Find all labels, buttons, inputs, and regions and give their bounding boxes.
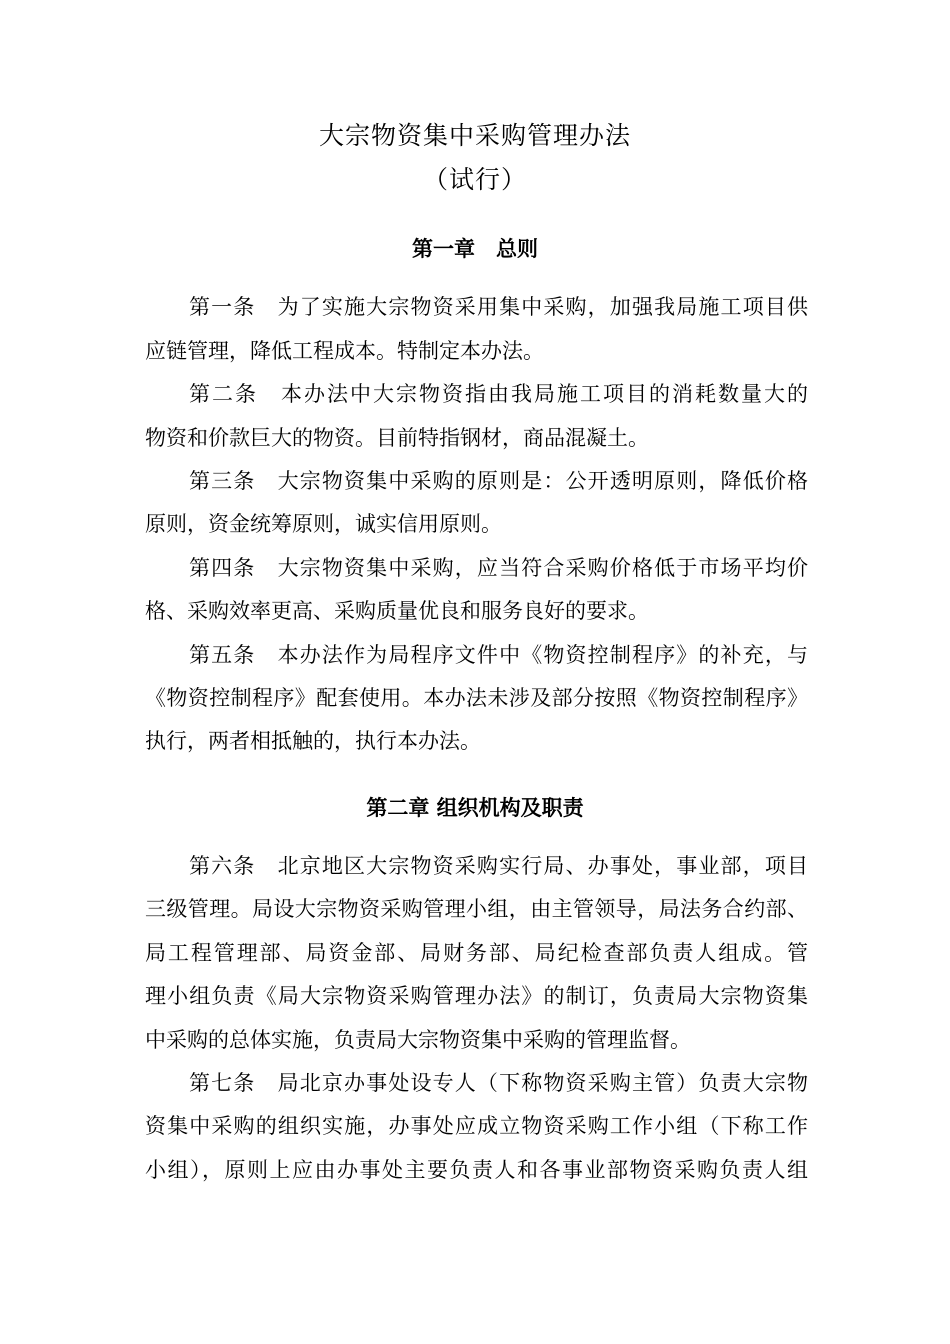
article-line: 第七条 局北京办事处设专人（下称物资采购主管）负责大宗物 [189,1071,808,1095]
article-line: 原则，资金统筹原则，诚实信用原则。 [145,512,502,536]
article-line: 理小组负责《局大宗物资采购管理办法》的制订，负责局大宗物资集 [145,984,808,1008]
article-line: 三级管理。局设大宗物资采购管理小组，由主管领导，局法务合约部、 [145,897,808,921]
article-line: 第二条 本办法中大宗物资指由我局施工项目的消耗数量大的 [189,382,808,406]
article-line: 第三条 大宗物资集中采购的原则是：公开透明原则，降低价格 [189,469,808,493]
document-title: 大宗物资集中采购管理办法 [318,121,631,150]
article-line: 局工程管理部、局资金部、局财务部、局纪检查部负责人组成。管 [145,941,808,965]
article-line: 第五条 本办法作为局程序文件中《物资控制程序》的补充，与 [189,643,808,667]
document-subtitle: （试行） [422,165,527,194]
article-line: 第一条 为了实施大宗物资采用集中采购，加强我局施工项目供 [189,295,808,319]
article-line: 格、采购效率更高、采购质量优良和服务良好的要求。 [145,599,649,623]
article-line: 第四条 大宗物资集中采购，应当符合采购价格低于市场平均价 [189,556,808,580]
article-line: 中采购的总体实施，负责局大宗物资集中采购的管理监督。 [145,1028,691,1052]
article-line: 第六条 北京地区大宗物资采购实行局、办事处，事业部，项目 [189,854,808,878]
article-line: 资集中采购的组织实施，办事处应成立物资采购工作小组（下称工作 [145,1114,808,1138]
article-line: 执行，两者相抵触的，执行本办法。 [145,729,481,753]
article-line: 小组），原则上应由办事处主要负责人和各事业部物资采购负责人组 [145,1158,808,1182]
article-line: 物资和价款巨大的物资。目前特指钢材，商品混凝土。 [145,426,649,450]
chapter-heading: 第一章 总则 [412,237,538,261]
article-line: 《物资控制程序》配套使用。本办法未涉及部分按照《物资控制程序》 [145,686,808,710]
article-line: 应链管理，降低工程成本。特制定本办法。 [145,339,544,363]
chapter-heading: 第二章 组织机构及职责 [366,796,584,820]
